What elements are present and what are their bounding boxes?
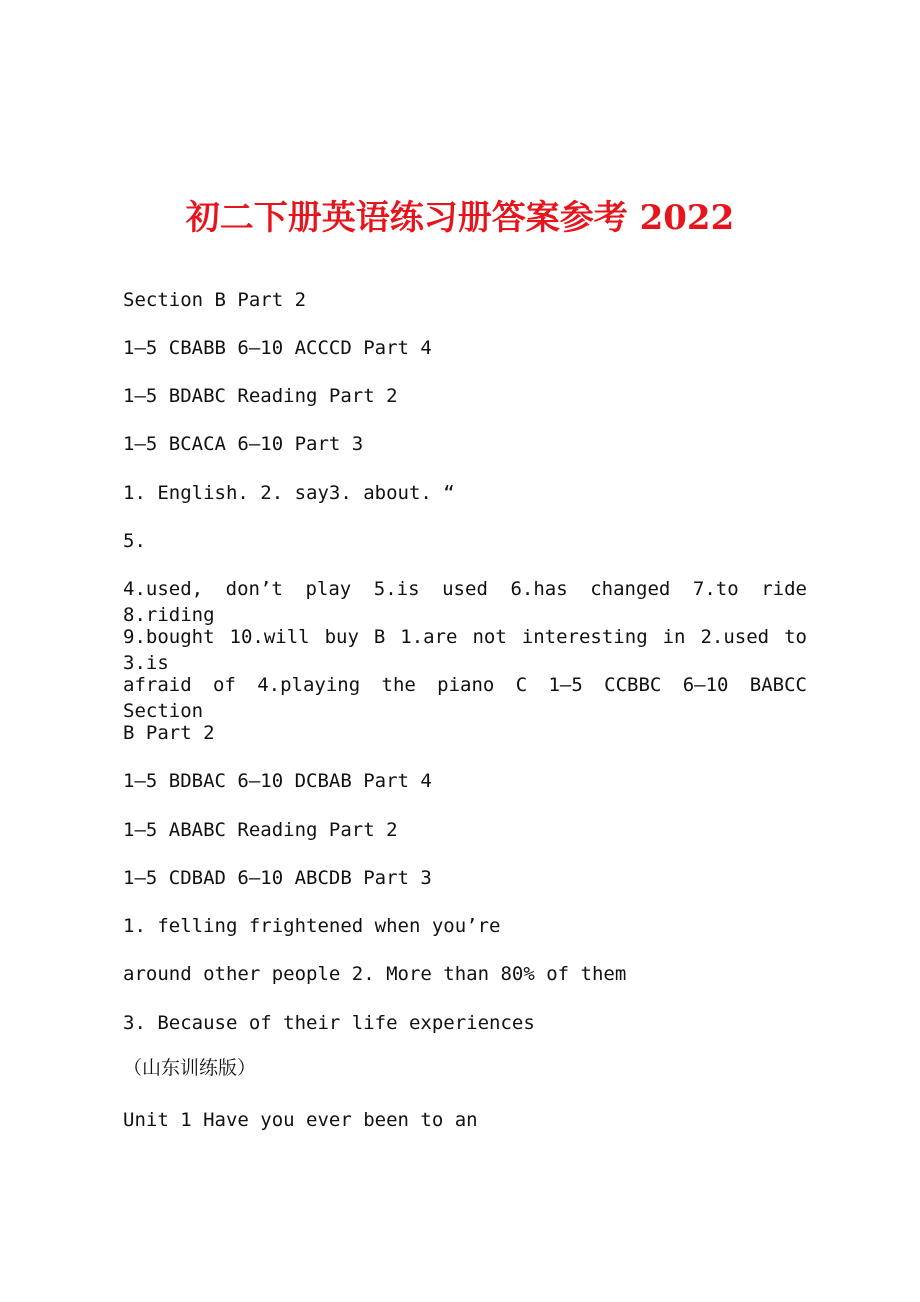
text-line: 1. felling frightened when you’re [123, 915, 501, 937]
text-line: afraid of 4.playing the piano C 1—5 CCBBC 6—10 BABCC Section [123, 674, 807, 722]
text-line: around other people 2. More than 80% of them [123, 963, 627, 985]
text-line: 1. English. 2. say3. about. “ [123, 482, 455, 504]
text-line: B Part 2 [123, 722, 215, 744]
text-line: 4.used, don’t play 5.is used 6.has changed 7.to ride 8.riding [123, 578, 807, 626]
text-line: 5. [123, 530, 146, 552]
text-line: 1—5 BDABC Reading Part 2 [123, 385, 398, 407]
text-line: （山东训练版） [123, 1057, 257, 1079]
text-line: 1—5 BCACA 6—10 Part 3 [123, 433, 364, 455]
text-line: 9.bought 10.will buy B 1.are not interesting in 2.used to 3.is [123, 626, 807, 674]
text-line: 1—5 CDBAD 6—10 ABCDB Part 3 [123, 867, 432, 889]
text-line: 1—5 ABABC Reading Part 2 [123, 819, 398, 841]
text-line: 1—5 CBABB 6—10 ACCCD Part 4 [123, 337, 432, 359]
text-line: 3. Because of their life experiences [123, 1012, 535, 1034]
text-line: Section B Part 2 [123, 289, 307, 311]
text-line: Unit 1 Have you ever been to an [123, 1109, 478, 1131]
document-title: 初二下册英语练习册答案参考 2022 [185, 198, 735, 238]
text-line: 1—5 BDBAC 6—10 DCBAB Part 4 [123, 770, 432, 792]
